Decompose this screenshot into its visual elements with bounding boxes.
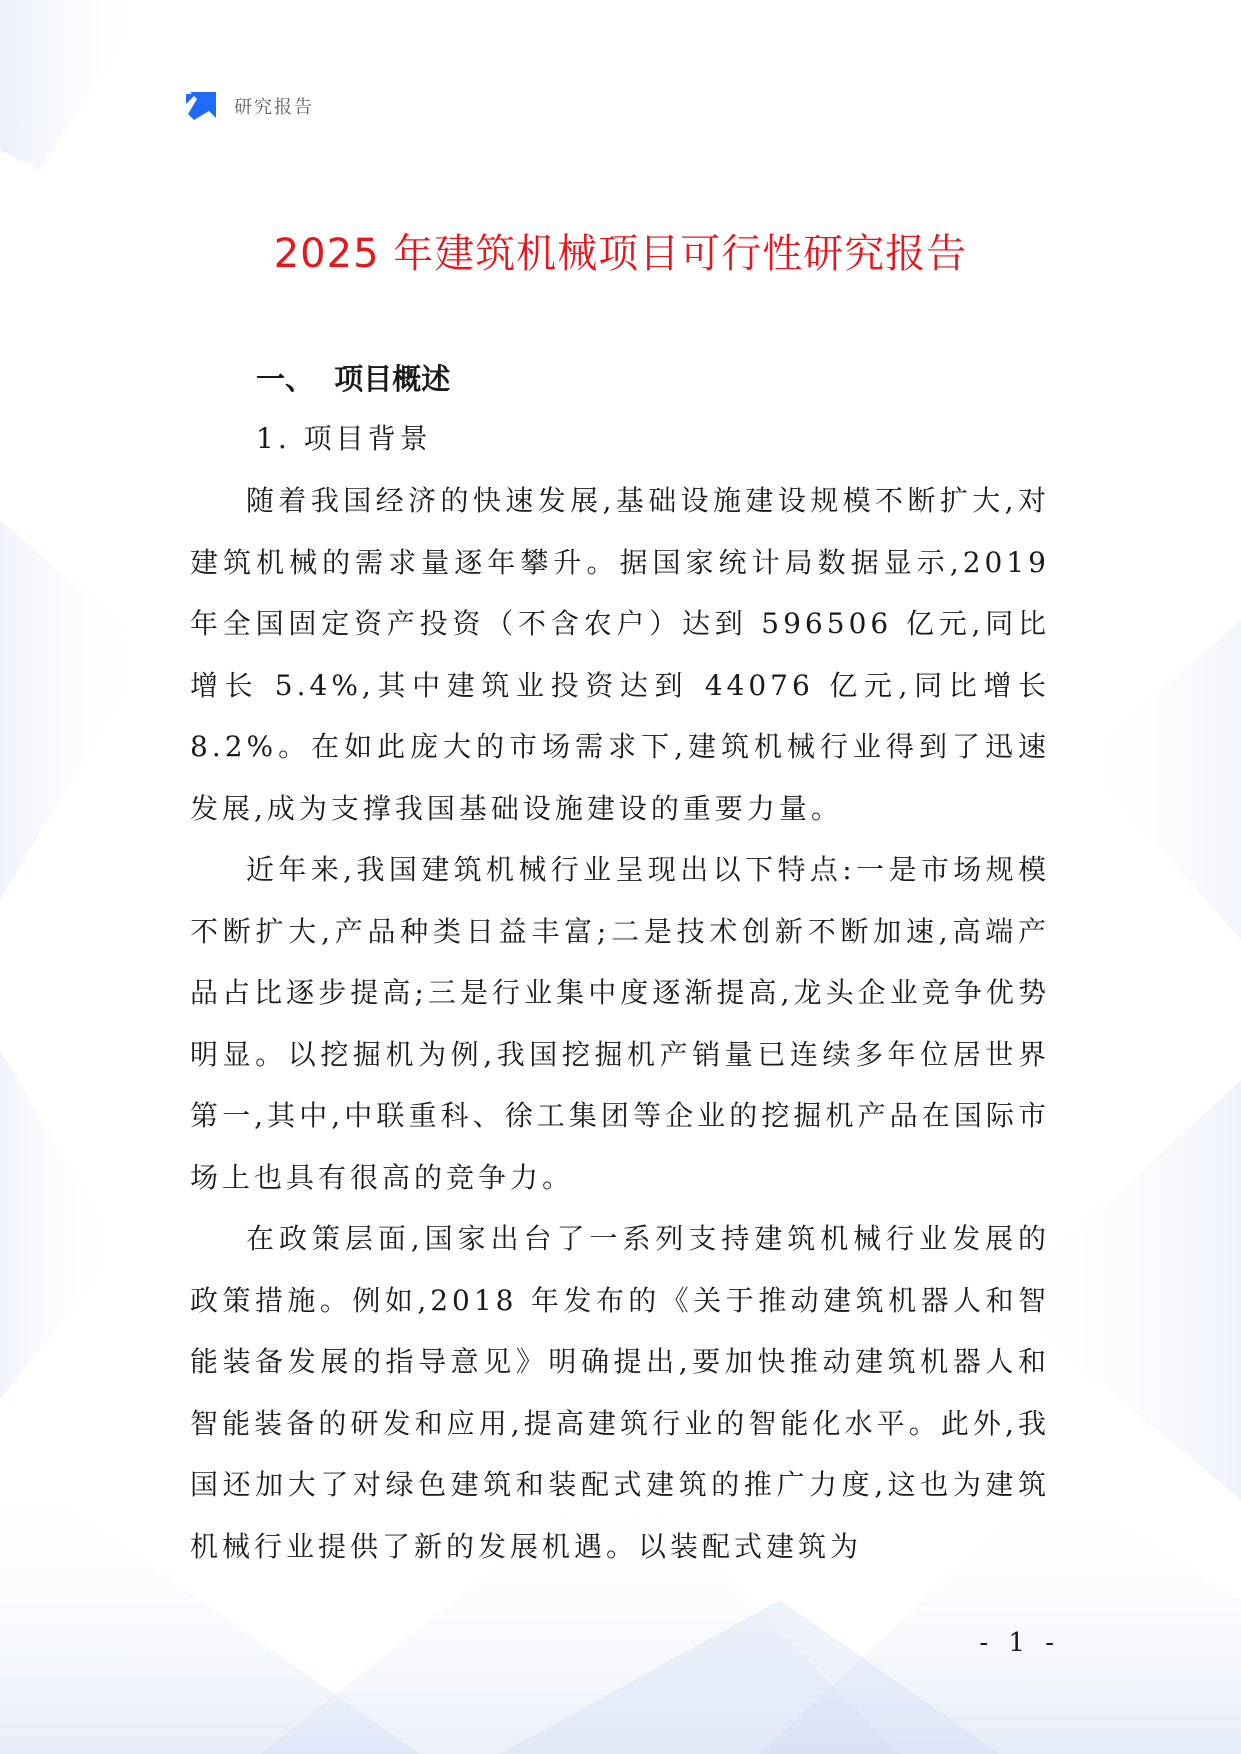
paragraph: 随着我国经济的快速发展,基础设施建设规模不断扩大,对建筑机械的需求量逐年攀升。据国家统计局数据显示,2019 年全国固定资产投资（不含农户）达到 596506 亿元,同比增长 5.4%,其中建筑业投资达到 44076 亿元,同比增长 8.2%。在如此庞大的市场需求下,建筑机械行业得到了迅速发展,成为支撑我国基础设施建设的重要力量。 <box>190 484 1050 825</box>
document-title: 2025 年建筑机械项目可行性研究报告 <box>273 231 968 277</box>
section-heading: 一、 项目概述 <box>256 362 451 396</box>
paragraph: 在政策层面,国家出台了一系列支持建筑机械行业发展的政策措施。例如,2018 年发布的《关于推动建筑机器人和智能装备发展的指导意见》明确提出,要加快推动建筑机器人和智能装备的研发和应用,提高建筑行业的智能化水平。此外,我国还加大了对绿色建筑和装配式建筑的推广力度,这也为建筑机械行业提供了新的发展机遇。以装配式建筑为 <box>190 1222 1050 1563</box>
document-body <box>190 350 1050 1577</box>
page-number: - 1 - <box>979 1628 1060 1658</box>
paragraph: 近年来,我国建筑机械行业呈现出以下特点:一是市场规模不断扩大,产品种类日益丰富;二是技术创新不断加速,高端产品占比逐步提高;三是行业集中度逐渐提高,龙头企业竞争优势明显。以挖掘机为例,我国挖掘机产销量已连续多年位居世界第一,其中,中联重科、徐工集团等企业的挖掘机产品在国际市场上也具有很高的竞争力。 <box>190 853 1050 1194</box>
report-header <box>186 88 314 124</box>
subsection-heading: 1. 项目背景 <box>256 422 432 455</box>
header-label: 研究报告 <box>234 97 314 118</box>
diagonal-arrow-icon <box>186 90 218 122</box>
